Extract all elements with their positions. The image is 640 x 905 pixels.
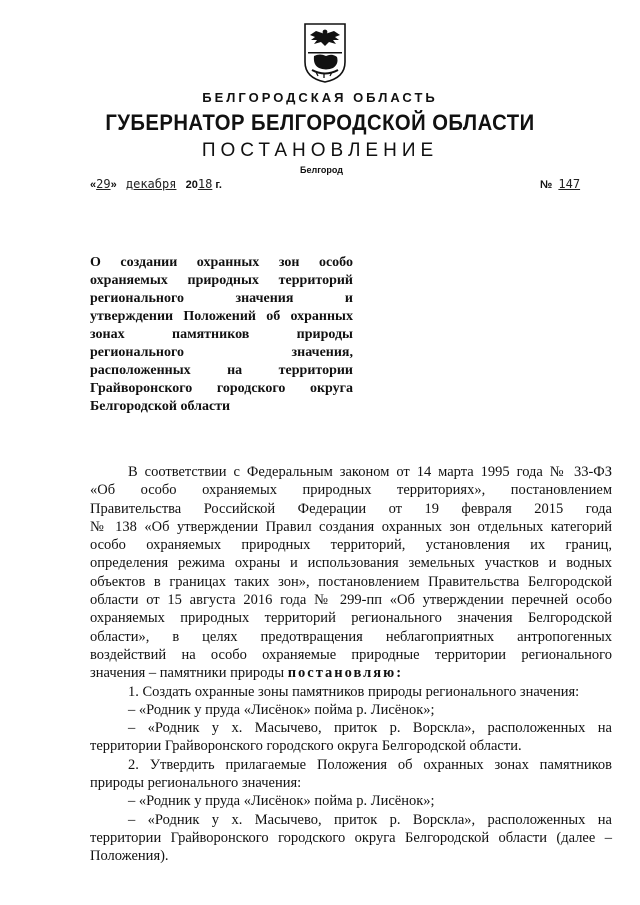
- body-line: области», в целях предотвращения неблагоприятных антропогенных: [90, 628, 612, 645]
- date-month: декабря: [125, 177, 177, 191]
- item-line: 2. Утвердить прилагаемые Положения об охранных зонах памятников: [128, 756, 612, 773]
- decree-date: [90, 177, 222, 191]
- body-line: особо охраняемых природных территорий, установления их границ,: [90, 537, 612, 554]
- number-value: 147: [558, 177, 581, 191]
- body-line-resolution: [90, 664, 612, 682]
- item-line: – «Родник у х. Масычево, приток р. Ворскла», расположенных на: [128, 811, 612, 828]
- document-authority: ГУБЕРНАТОР БЕЛГОРОДСКОЙ ОБЛАСТИ: [105, 110, 535, 135]
- body-line: охраняемых природных территорий регионального значения Белгородской: [90, 610, 612, 627]
- date-quote-close: »: [110, 179, 117, 191]
- body-line: Правительства Российской Федерации от 19 февраля 2015 года: [90, 500, 612, 517]
- subject-line: охраняемых природных территорий: [90, 273, 353, 288]
- item-line: территории Грайворонского городского округа Белгородской области.: [90, 738, 522, 755]
- body-line: № 138 «Об утверждении Правил создания охранных зон отдельных категорий: [90, 518, 612, 535]
- item-line: территории Грайворонского городского округа Белгородской области (далее –: [90, 829, 612, 846]
- date-year-prefix: 20: [185, 179, 198, 191]
- item-line: – «Родник у пруда «Лисёнок» пойма р. Лисёнок»;: [128, 701, 435, 718]
- subject-line: Грайворонского городского округа: [90, 381, 353, 396]
- date-year-unit: г.: [215, 179, 222, 191]
- subject-line: расположенных на территории: [90, 363, 353, 378]
- resolution-prefix: значения – памятники природы: [90, 665, 285, 682]
- item-line: Положения).: [90, 848, 169, 865]
- date-year-suffix: 18: [197, 177, 213, 191]
- decree-subject: [90, 254, 353, 416]
- subject-line: утверждении Положений об охранных: [90, 309, 353, 324]
- document-city: Белгород: [300, 165, 343, 175]
- document-type: ПОСТАНОВЛЕНИЕ: [201, 140, 439, 161]
- item-line: – «Родник у х. Масычево, приток р. Ворскла», расположенных на: [128, 720, 612, 737]
- region-name: БЕЛГОРОДСКАЯ ОБЛАСТЬ: [202, 90, 438, 105]
- date-day: 29: [96, 177, 111, 191]
- body-line: В соответствии с Федеральным законом от 14 марта 1995 года № 33-ФЗ: [128, 464, 612, 480]
- item-line: природы регионального значения:: [90, 775, 302, 792]
- item-line: 1. Создать охранные зоны памятников природы регионального значения:: [128, 683, 580, 700]
- resolution-keyword: постановляю:: [287, 665, 404, 682]
- subject-line: О создании охранных зон особо: [90, 255, 353, 270]
- body-line: объектов в границах таких зон», постановлением Правительства Белгородской: [90, 573, 612, 590]
- body-line: определения режима охраны и использования земельных участков и водных: [90, 555, 612, 572]
- coat-of-arms-icon: [302, 22, 348, 84]
- date-quote-open: «: [90, 179, 97, 191]
- body-line: области от 15 августа 2016 года № 299-пп «Об утверждении перечней особо: [90, 592, 612, 609]
- subject-line: Белгородской области: [90, 399, 231, 414]
- subject-line: регионального значения,: [90, 345, 353, 360]
- item-line: – «Родник у пруда «Лисёнок» пойма р. Лисёнок»;: [128, 793, 435, 810]
- number-label: №: [540, 179, 553, 191]
- subject-line: зонах памятников природы: [90, 327, 353, 342]
- decree-number: [540, 177, 580, 191]
- body-line: воздействий на особо охраняемые природные территории регионального: [90, 646, 612, 663]
- body-line: «Об особо охраняемых природных территориях», постановлением: [90, 482, 612, 499]
- decree-body: [90, 463, 612, 866]
- subject-line: регионального значения и: [90, 291, 353, 306]
